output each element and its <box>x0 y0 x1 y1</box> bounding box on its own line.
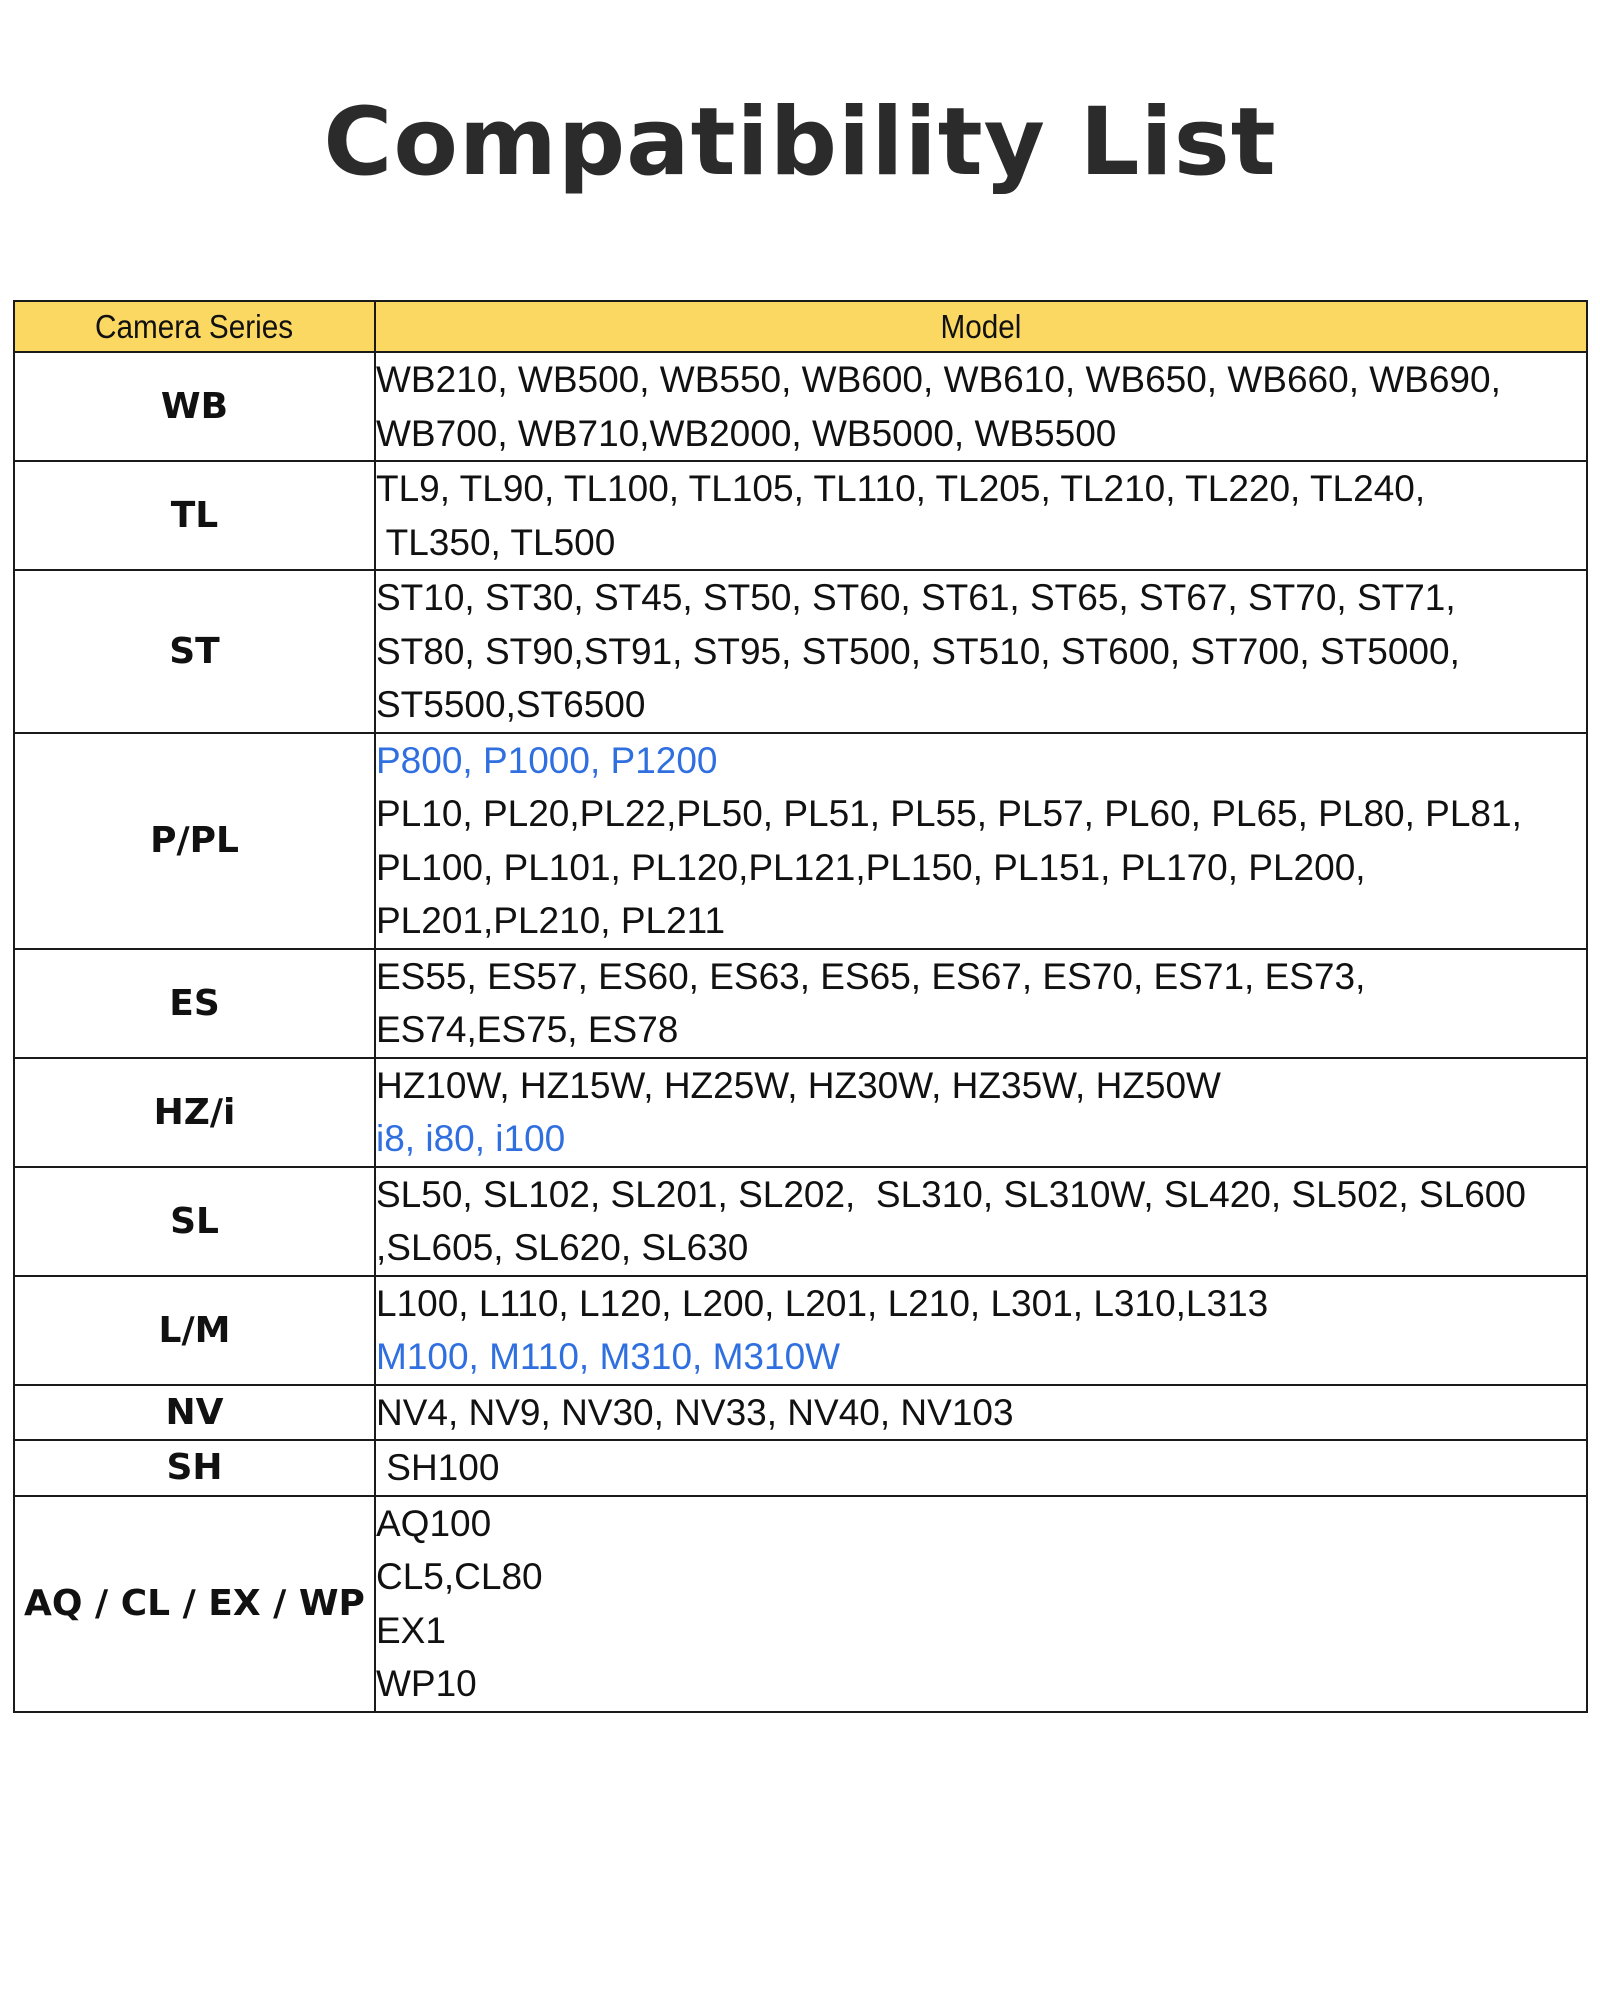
header-camera-series <box>14 301 375 352</box>
model-list-cell <box>375 352 1587 461</box>
camera-series-cell: SH <box>14 1440 375 1496</box>
header-model-label: Model <box>940 307 1022 345</box>
table-row <box>14 949 1587 1058</box>
camera-series-cell: TL <box>14 461 375 570</box>
model-line: CL5,CL80 <box>376 1556 543 1597</box>
model-line-highlighted: i8, i80, i100 <box>376 1118 566 1159</box>
model-line: TL9, TL90, TL100, TL105, TL110, TL205, TL210, TL220, TL240, <box>376 468 1426 509</box>
model-list-cell <box>375 1385 1587 1441</box>
model-line: ST5500,ST6500 <box>376 684 646 725</box>
header-model <box>375 301 1587 352</box>
table-row <box>14 1440 1587 1496</box>
model-line: WB700, WB710,WB2000, WB5000, WB5500 <box>376 412 1117 454</box>
model-line: AQ100 <box>376 1502 492 1544</box>
model-line: SL50, SL102, SL201, SL202, SL310, SL310W, SL420, SL502, SL600 <box>376 1173 1526 1215</box>
compatibility-table <box>13 300 1588 1713</box>
model-list-cell <box>375 733 1587 949</box>
model-line: ST10, ST30, ST45, ST50, ST60, ST61, ST65, ST67, ST70, ST71, <box>376 577 1456 618</box>
camera-series-cell: P/PL <box>14 733 375 949</box>
model-line-highlighted: M100, M110, M310, M310W <box>376 1336 841 1377</box>
model-line: SH100 <box>376 1447 500 1488</box>
camera-series-cell: NV <box>14 1385 375 1441</box>
camera-series-cell: SL <box>14 1167 375 1276</box>
model-line: WP10 <box>376 1663 477 1704</box>
camera-series-cell: ST <box>14 570 375 733</box>
model-list-cell <box>375 570 1587 733</box>
model-line: TL350, TL500 <box>376 521 616 563</box>
model-line: PL10, PL20,PL22,PL50, PL51, PL55, PL57, PL60, PL65, PL80, PL81, <box>376 793 1522 834</box>
model-line: ES55, ES57, ES60, ES63, ES65, ES67, ES70, ES71, ES73, <box>376 955 1366 997</box>
table-row <box>14 1167 1587 1276</box>
page-title: Compatibility List <box>323 88 1277 197</box>
table-row <box>14 352 1587 461</box>
model-line-highlighted: P800, P1000, P1200 <box>376 739 718 781</box>
model-line: PL100, PL101, PL120,PL121,PL150, PL151, PL170, PL200, <box>376 846 1366 888</box>
model-line: EX1 <box>376 1609 446 1651</box>
table-row <box>14 461 1587 570</box>
table-body <box>14 352 1587 1712</box>
table-row <box>14 1276 1587 1385</box>
camera-series-cell: ES <box>14 949 375 1058</box>
table-row <box>14 1385 1587 1441</box>
model-line: PL201,PL210, PL211 <box>376 900 726 941</box>
model-list-cell <box>375 1058 1587 1167</box>
model-line: ES74,ES75, ES78 <box>376 1009 679 1050</box>
model-line: HZ10W, HZ15W, HZ25W, HZ30W, HZ35W, HZ50W <box>376 1064 1221 1106</box>
camera-series-cell: HZ/i <box>14 1058 375 1167</box>
camera-series-cell: WB <box>14 352 375 461</box>
model-list-cell <box>375 1440 1587 1496</box>
table-row <box>14 733 1587 949</box>
model-list-cell <box>375 461 1587 570</box>
camera-series-cell: AQ / CL / EX / WP <box>14 1496 375 1712</box>
model-line: ST80, ST90,ST91, ST95, ST500, ST510, ST600, ST700, ST5000, <box>376 630 1460 672</box>
table-row <box>14 570 1587 733</box>
model-line: NV4, NV9, NV30, NV33, NV40, NV103 <box>376 1391 1014 1433</box>
model-line: WB210, WB500, WB550, WB600, WB610, WB650, WB660, WB690, <box>376 359 1501 400</box>
table-row <box>14 1058 1587 1167</box>
header-camera-series-label: Camera Series <box>95 307 294 345</box>
model-line: L100, L110, L120, L200, L201, L210, L301, L310,L313 <box>376 1282 1269 1324</box>
table-header-row <box>14 301 1587 352</box>
table-row <box>14 1496 1587 1712</box>
camera-series-cell: L/M <box>14 1276 375 1385</box>
model-list-cell <box>375 949 1587 1058</box>
model-list-cell <box>375 1167 1587 1276</box>
model-line: ,SL605, SL620, SL630 <box>376 1227 749 1268</box>
model-list-cell <box>375 1496 1587 1712</box>
model-list-cell <box>375 1276 1587 1385</box>
